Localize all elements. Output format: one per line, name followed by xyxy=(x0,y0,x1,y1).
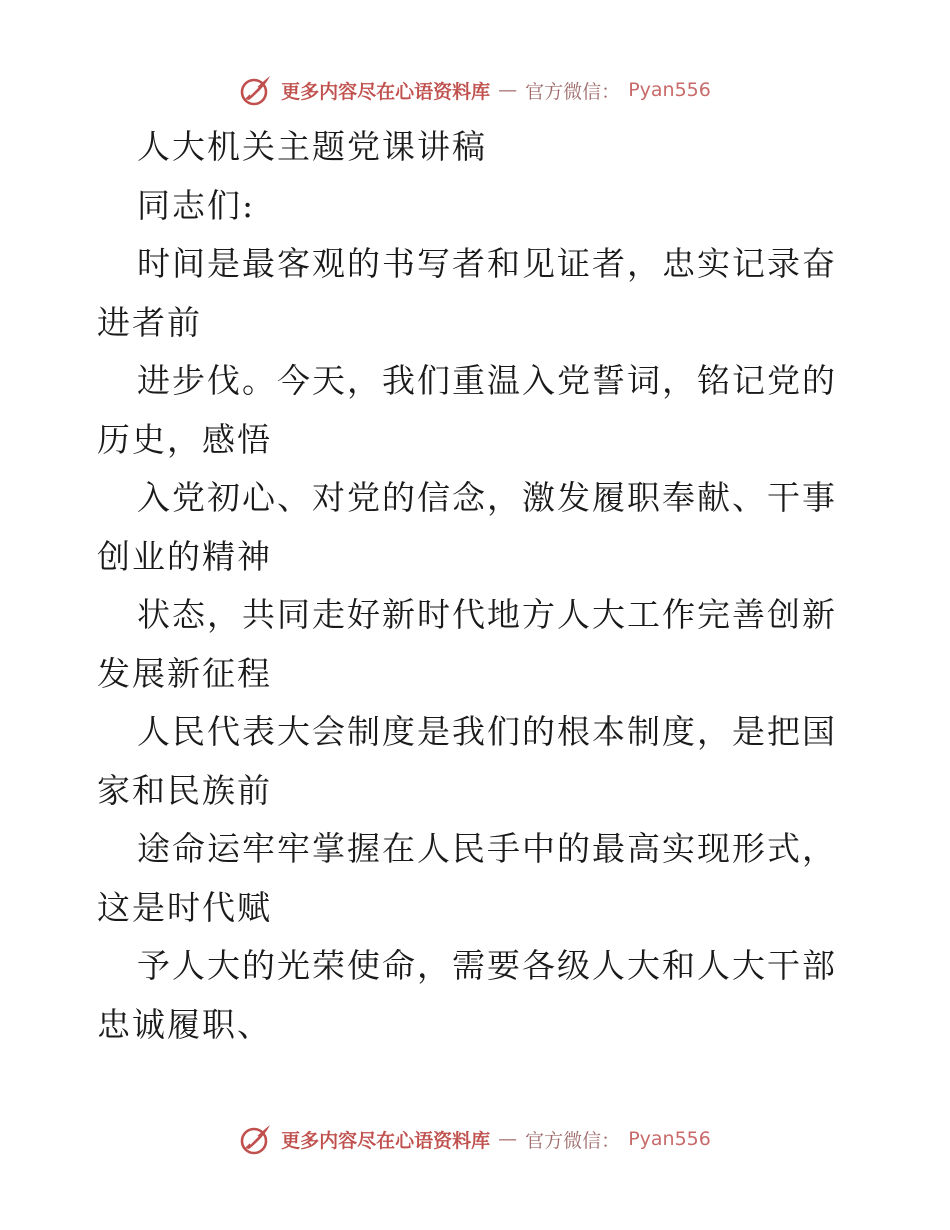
banner-wechat-label: 官方微信： xyxy=(525,1129,621,1152)
banner-wechat-label: 官方微信： xyxy=(525,80,621,103)
banner-wechat-id: Pyan556 xyxy=(628,79,711,101)
paragraph-line: 状态，共同走好新时代地方人大工作完善创新发展新征程 xyxy=(97,595,837,693)
footer-watermark-banner xyxy=(0,1117,950,1161)
paragraph-line: 入党初心、对党的信念，激发履职奉献、干事创业的精神 xyxy=(97,478,837,576)
paragraph-line: 予人大的光荣使命，需要各级人大和人大干部忠诚履职、 xyxy=(97,946,837,1044)
quill-pen-logo-icon xyxy=(239,73,273,107)
banner-main-text: 更多内容尽在心语资料库 xyxy=(281,1129,491,1152)
banner-wechat-id: Pyan556 xyxy=(628,1128,711,1150)
document-title: 人大机关主题党课讲稿 xyxy=(137,127,487,166)
paragraph-line: 时间是最客观的书写者和见证者，忠实记录奋进者前 xyxy=(97,244,837,342)
paragraph-line: 人民代表大会制度是我们的根本制度，是把国家和民族前 xyxy=(97,712,837,810)
banner-separator: — xyxy=(498,1128,518,1150)
header-watermark-banner xyxy=(0,68,950,112)
banner-main-text: 更多内容尽在心语资料库 xyxy=(281,80,491,103)
salutation: 同志们: xyxy=(137,185,256,225)
paragraph-line: 途命运牢牢掌握在人民手中的最高实现形式，这是时代赋 xyxy=(97,829,837,927)
paragraph-line: 进步伐。今天，我们重温入党誓词，铭记党的历史，感悟 xyxy=(97,361,837,459)
document-body xyxy=(97,118,857,1054)
banner-separator: — xyxy=(498,79,518,101)
quill-pen-logo-icon xyxy=(239,1122,273,1156)
